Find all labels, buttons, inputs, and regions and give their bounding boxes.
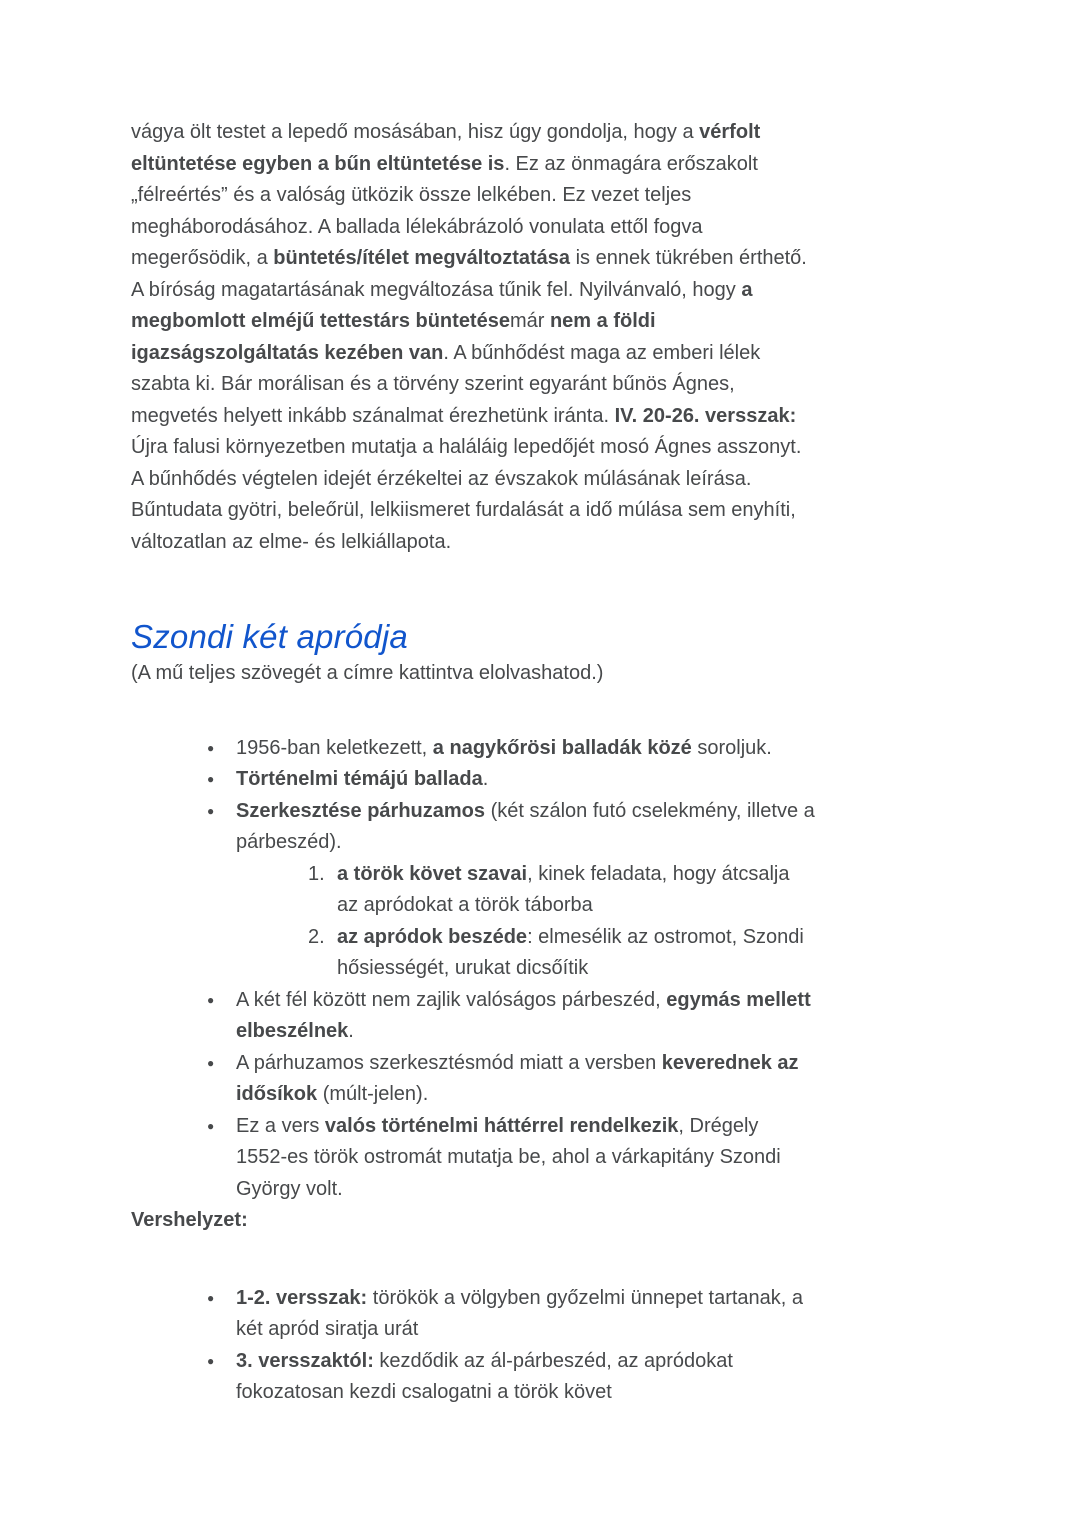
vershelyzet-label: Vershelyzet: (131, 1209, 248, 1231)
body-text: (múlt-jelen). (317, 1083, 429, 1105)
body-text: (két szálon futó cselekmény, illetve a párbeszéd). (236, 799, 815, 853)
body-text: kezdődik az ál-párbeszéd, az apródokat fokozatosan kezdi csalogatni a török követ (236, 1349, 733, 1403)
bold-text: vérfolt eltüntetése egyben a bűn eltüntetése is (131, 121, 761, 175)
bold-text: 1-2. versszak: (236, 1286, 368, 1309)
subtitle-note: (A mű teljes szövegét a címre kattintva elolvashatod.) (131, 662, 604, 684)
bold-text: büntetés/ítélet megváltoztatása (273, 247, 571, 269)
list-item (236, 764, 815, 796)
section-title-link[interactable]: Szondi két apródja (131, 618, 408, 655)
bold-text: az apródok beszéde (337, 925, 528, 948)
body-text: Újra falusi környezetben mutatja a haláláig lepedőjét mosó Ágnes asszonyt. A bűnhődés végtelen idejét érzékeltei az évszakok múlásának leírása. Bűntudata gyötri, beleőrül, lelkiismeret furdalását a idő múlása sem enyhíti, változatlan az elme- és lelkiállapota. (131, 436, 802, 553)
bold-text: Történelmi témájú ballada (236, 768, 483, 790)
intro-paragraph (131, 117, 815, 558)
body-text: . A bűnhődést maga az emberi lélek szabta ki. Bár morálisan és a törvény szerint egyaránt bűnös Ágnes, megvetés helyett inkább szánalmat érezhetünk iránta. (131, 341, 761, 427)
list-item (236, 1283, 815, 1346)
bold-text: a török követ szavai (337, 862, 528, 885)
body-text: , Drégely 1552-es török ostromát mutatja be, ahol a várkapitány Szondi György volt. (236, 1114, 781, 1200)
bold-text: 3. versszaktól: (236, 1349, 374, 1372)
body-text: Ez a vers (236, 1114, 325, 1137)
bold-text: a nagykőrösi balladák közé (432, 736, 692, 759)
body-text: A párhuzamos szerkesztésmód miatt a versben (236, 1051, 662, 1074)
numbered-sublist (236, 859, 815, 985)
ballad-facts-list (131, 733, 815, 1206)
body-text: . (482, 768, 489, 790)
bold-text: valós történelmi háttérrel rendelkezik (324, 1114, 679, 1137)
bold-text: egymás mellett elbeszélnek (236, 988, 811, 1042)
list-item (236, 1111, 815, 1206)
bold-text: keverednek az idősíkok (236, 1051, 799, 1105)
body-text: soroljuk. (691, 736, 772, 759)
body-text: A két fél között nem zajlik valóságos párbeszéd, (236, 988, 667, 1011)
body-text: . (348, 1020, 354, 1042)
body-text: vágya ölt testet a lepedő mosásában, hisz úgy gondolja, hogy a (131, 121, 700, 143)
body-text: : elmesélik az ostromot, Szondi hősiességét, urukat dicsőítik (337, 925, 804, 979)
body-text: törökök a völgyben győzelmi ünnepet tartanak, a két apród siratja urát (236, 1286, 804, 1340)
list-item (236, 1048, 815, 1111)
body-text: 1956-ban keletkezett, (236, 736, 433, 759)
numbered-item (337, 859, 815, 922)
body-text: már (509, 310, 550, 332)
numbered-item (337, 922, 815, 985)
bold-text: a megbomlott elméjű tettestárs büntetése (131, 278, 753, 332)
list-item (236, 1346, 815, 1409)
body-text: , kinek feladata, hogy átcsalja az apródokat a török táborba (337, 862, 790, 916)
bold-text: Szerkesztése párhuzamos (236, 799, 486, 822)
vershelyzet-list (131, 1283, 815, 1409)
list-item (236, 796, 815, 985)
bold-text: nem a földi igazságszolgáltatás kezében van (131, 310, 656, 364)
list-item (236, 733, 815, 765)
list-item (236, 985, 815, 1048)
body-text: is ennek tükrében érthető. A bíróság magatartásának megváltozása tűnik fel. Nyilvánvaló, hogy (131, 247, 807, 301)
bold-text: IV. 20-26. versszak: (614, 404, 797, 427)
body-text: . Ez az önmagára erőszakolt „félreértés” és a valóság ütközik össze lelkében. Ez vezet teljes megháborodásához. A ballada lélekábrázoló vonulata ettől fogva megerősödik, a (131, 152, 758, 269)
